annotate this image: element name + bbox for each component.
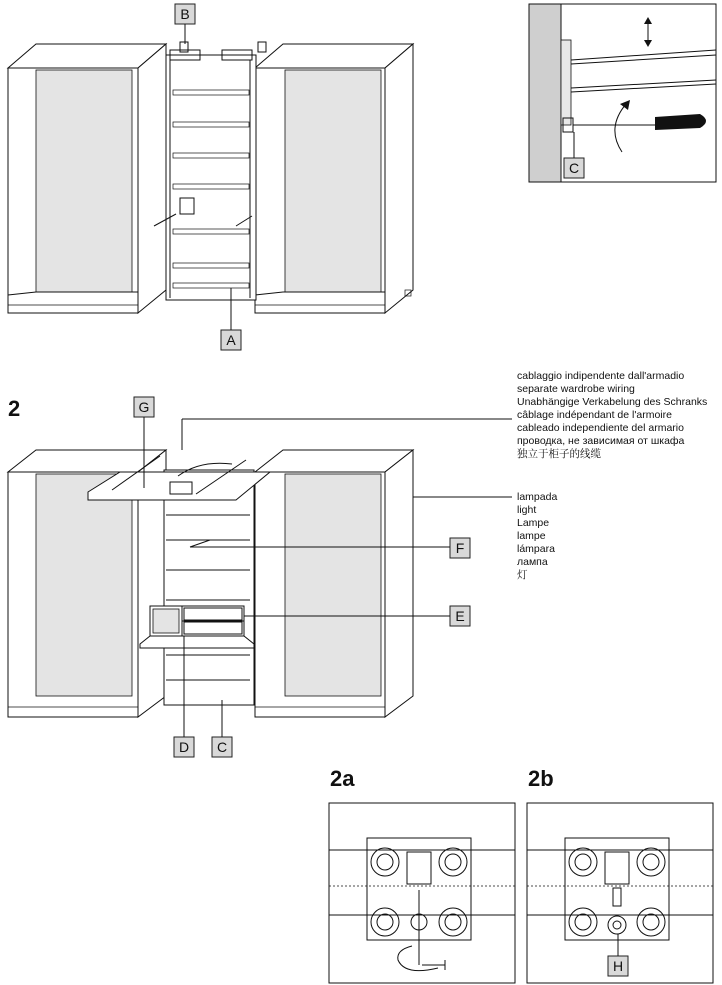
callout-h-label: H xyxy=(612,958,624,974)
callout-b xyxy=(175,4,195,44)
callout-a-label: A xyxy=(226,332,236,348)
middle-frame xyxy=(154,42,266,300)
figure-2b-panel xyxy=(527,803,713,983)
right-cabinet xyxy=(255,44,413,313)
figure-1-wardrobe xyxy=(8,42,413,313)
lamp-legend-line-4: lampe xyxy=(517,530,546,542)
left-cabinet xyxy=(8,44,166,313)
callout-c-fig2-label: C xyxy=(216,739,228,755)
callout-c-fig2 xyxy=(212,700,232,757)
callout-g-label: G xyxy=(138,399,150,415)
wiring-legend-line-6: проводка, не зависимая от шкафа xyxy=(517,435,685,447)
lamp-legend-line-1: lampada xyxy=(517,491,558,503)
figure-2b-number: 2b xyxy=(528,766,554,791)
callout-c-detail-label: C xyxy=(568,160,580,176)
lamp-legend-line-7: 灯 xyxy=(517,569,528,581)
figure-2-wardrobe xyxy=(8,450,413,717)
lamp-legend-line-2: light xyxy=(517,504,537,516)
callout-f-label: F xyxy=(455,540,465,556)
wiring-legend-line-2: separate wardrobe wiring xyxy=(517,383,635,395)
figure-2-number: 2 xyxy=(8,396,21,421)
detail-c-panel xyxy=(529,4,716,182)
wiring-legend xyxy=(182,370,707,460)
wiring-legend-line-1: cablaggio indipendente dall'armadio xyxy=(517,370,685,382)
callout-b-label: B xyxy=(180,6,190,22)
figure-2a-number: 2a xyxy=(330,766,355,791)
wiring-legend-line-3: Unabhängige Verkabelung des Schranks xyxy=(517,396,708,408)
lamp-legend-line-5: lámpara xyxy=(517,543,555,555)
lamp-legend-line-3: Lampe xyxy=(517,517,550,529)
wiring-legend-line-7: 独立于柜子的线缆 xyxy=(517,448,601,460)
wiring-legend-line-5: cableado independiente del armario xyxy=(517,422,684,434)
callout-d-label: D xyxy=(178,739,190,755)
figure-2a-panel xyxy=(329,803,515,983)
callout-e-label: E xyxy=(455,608,465,624)
lamp-legend-line-6: лампа xyxy=(517,556,548,568)
wiring-legend-line-4: câblage indépendant de l'armoire xyxy=(517,409,672,421)
